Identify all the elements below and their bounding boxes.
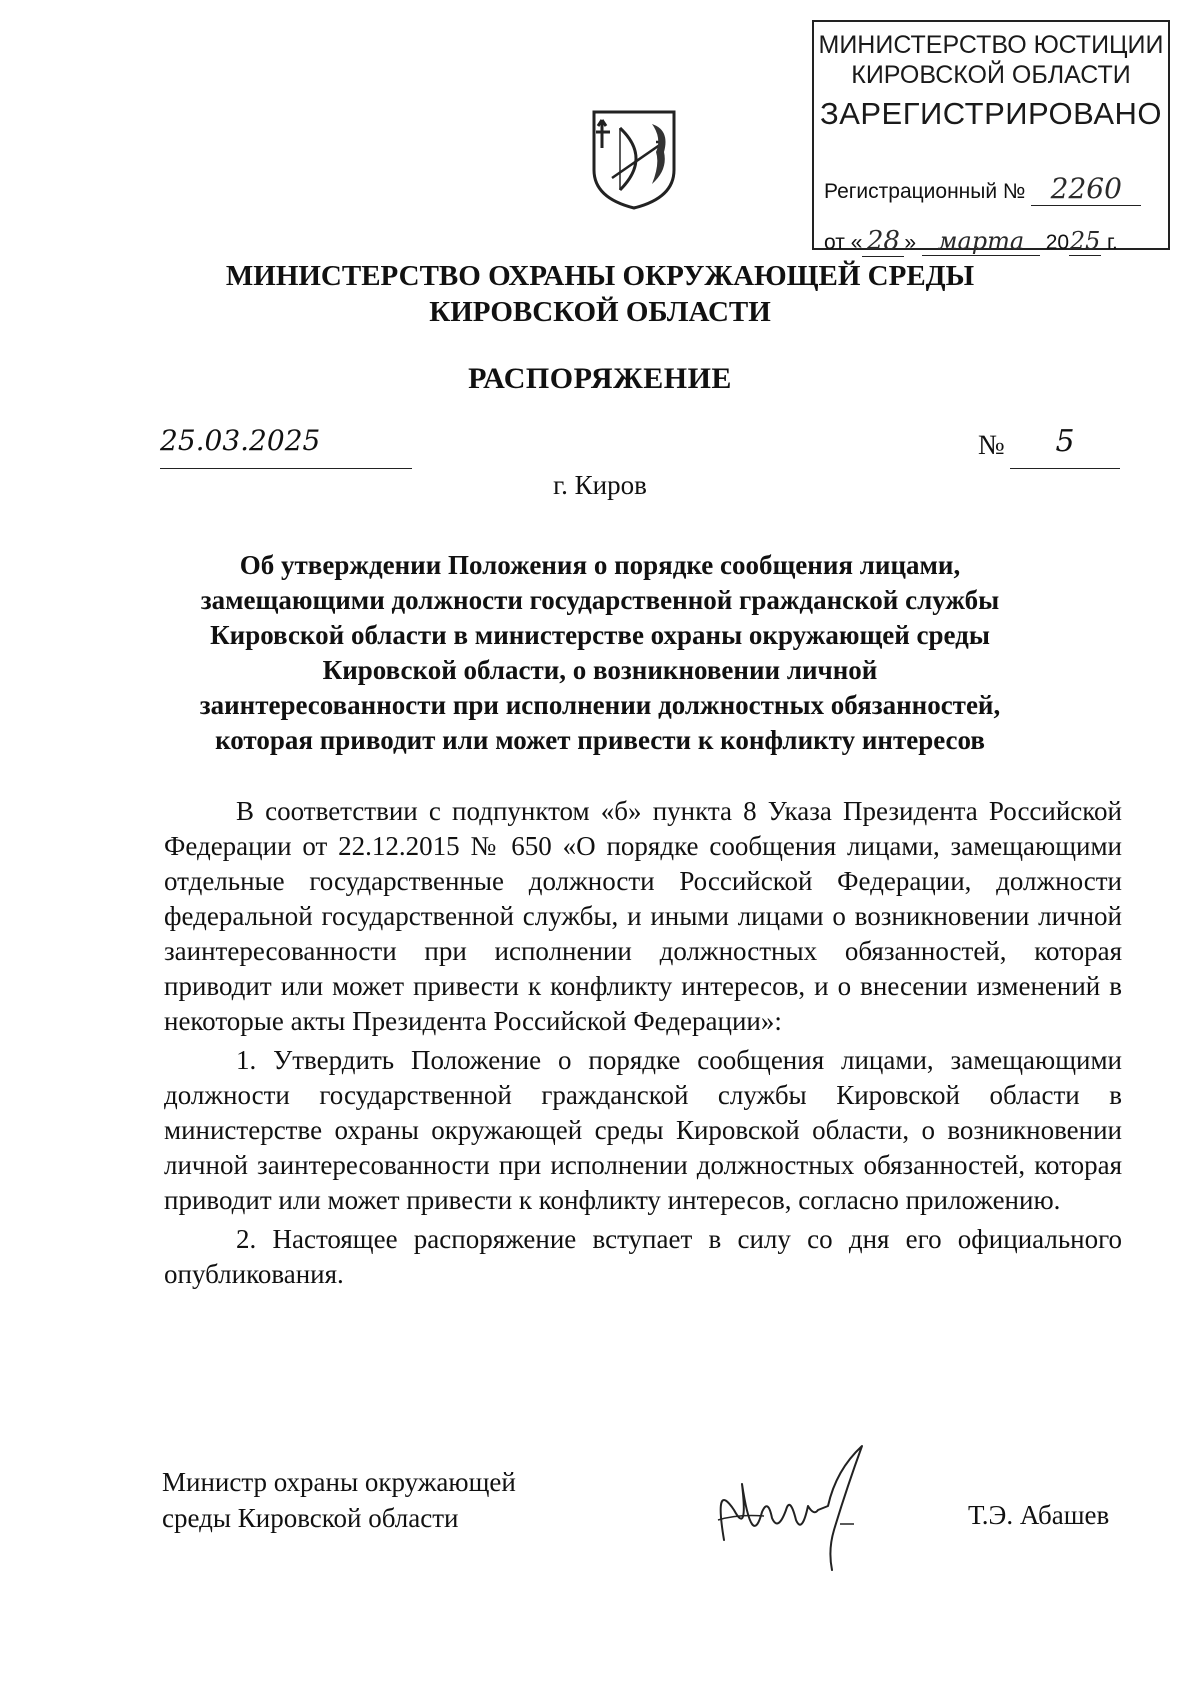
org-line1: МИНИСТЕРСТВО ОХРАНЫ ОКРУЖАЮЩЕЙ СРЕДЫ <box>225 260 975 292</box>
body-item-2: 2. Настоящее распоряжение вступает в силу со дня его официального опубликования. <box>164 1224 1122 1289</box>
doc-body <box>164 794 1122 1292</box>
stamp-ministry-line1: МИНИСТЕРСТВО ЮСТИЦИИ <box>818 31 1164 59</box>
doc-subject <box>0 548 1200 758</box>
registration-stamp <box>812 20 1170 256</box>
stamp-reg-number: 2260 <box>1031 172 1141 206</box>
handwritten-signature-icon <box>708 1440 878 1580</box>
subject-line: заинтересованности при исполнении должностных обязанностей, <box>199 690 1001 720</box>
stamp-year-suffix: 25 <box>1069 227 1101 255</box>
stamp-year-unit: г. <box>1106 231 1118 254</box>
subject-line: Об утверждении Положения о порядке сообщения лицами, <box>239 550 961 580</box>
signer-position-line2: среды Кировской области <box>162 1503 459 1533</box>
subject-line: которая приводит или может привести к конфликту интересов <box>215 725 985 755</box>
stamp-date-day: 28 <box>862 226 904 257</box>
doc-number: 5 <box>1010 424 1120 469</box>
subject-line: замещающими должности государственной гражданской службы <box>200 585 1000 615</box>
body-item-1: 1. Утвердить Положение о порядке сообщения лицами, замещающими должности государственной гражданской службы Кировской области в министерстве охраны окружающей среды Кировской области, о возникновении личной заинтересованности при исполнении должностных обязанностей, которая приводит или может привести к конфликту интересов, согласно приложению. <box>164 1045 1122 1215</box>
signer-position <box>162 1464 516 1536</box>
stamp-registration-row <box>824 172 1141 206</box>
stamp-year-prefix: 20 <box>1045 231 1070 254</box>
doc-type: РАСПОРЯЖЕНИЕ <box>468 362 732 395</box>
stamp-ministry <box>814 30 1168 90</box>
signer-position-line1: Министр охраны окружающей <box>162 1467 516 1497</box>
stamp-date-month: марта <box>922 227 1040 256</box>
doc-date: 25.03.2025 <box>160 424 412 469</box>
stamp-date-prefix: от <box>824 231 845 254</box>
stamp-status: ЗАРЕГИСТРИРОВАНО <box>819 96 1162 131</box>
stamp-ministry-line2: КИРОВСКОЙ ОБЛАСТИ <box>851 61 1131 89</box>
stamp-reg-label: Регистрационный № <box>824 180 1026 203</box>
subject-line: Кировской области, о возникновении личной <box>322 655 878 685</box>
signer-name: Т.Э. Абашев <box>968 1500 1110 1530</box>
org-line2: КИРОВСКОЙ ОБЛАСТИ <box>429 296 771 328</box>
city: г. Киров <box>553 470 647 500</box>
kirov-coat-of-arms-icon <box>590 108 678 212</box>
stamp-date-row: от « 28 » марта 2025 г. <box>824 226 1118 256</box>
org-heading <box>0 258 1200 330</box>
doc-number-label: № <box>978 430 1005 461</box>
body-preamble: В соответствии с подпунктом «б» пункта 8 Указа Президента Российской Федерации от 22.12.2015 № 650 «О порядке сообщения лицами, замещающими отдельные государственные должности Российской Федерации, должности федеральной государственной службы, и иными лицами о возникновении личной заинтересованности при исполнении должностных обязанностей, которая приводит или может привести к конфликту интересов, и о внесении изменений в некоторые акты Президента Российской Федерации»: <box>164 796 1122 1036</box>
subject-line: Кировской области в министерстве охраны окружающей среды <box>210 620 990 650</box>
